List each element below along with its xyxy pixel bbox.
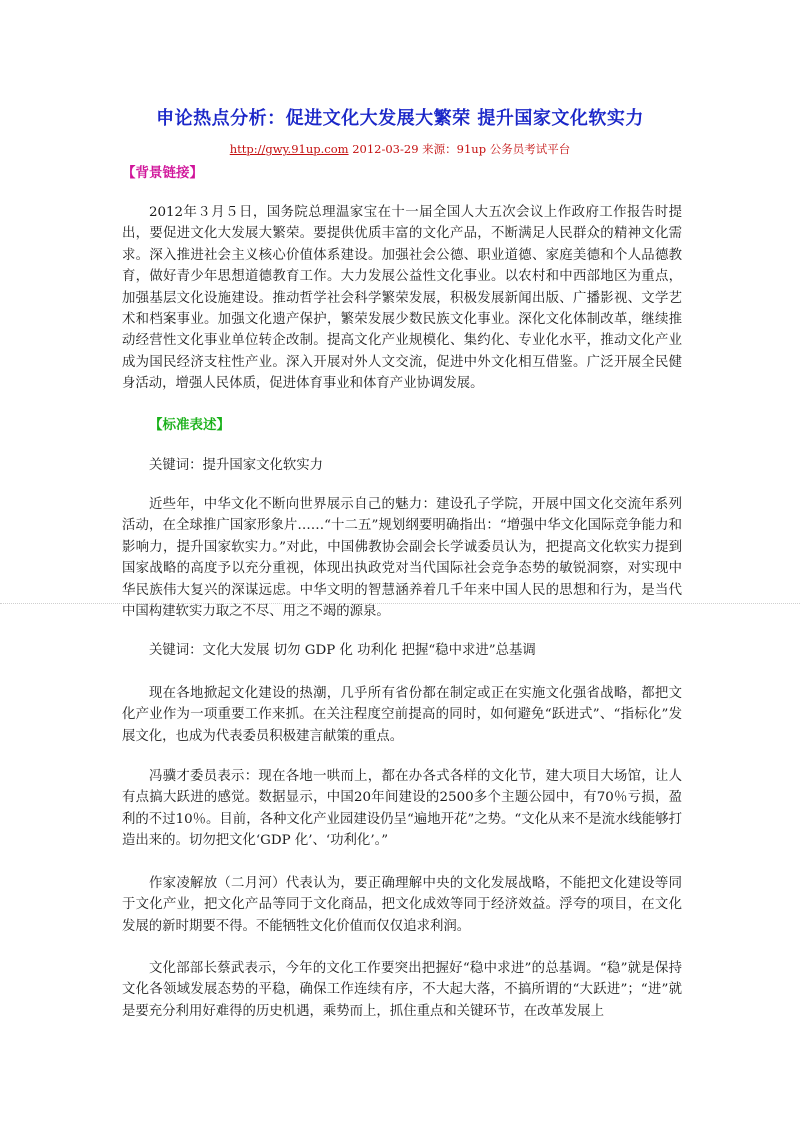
keyword-line-1: 关键词：提升国家文化软实力	[149, 458, 324, 473]
publish-date: 2012-03-29	[352, 142, 419, 156]
page-title: 申论热点分析：促进文化大发展大繁荣 提升国家文化软实力	[156, 108, 644, 129]
source-label: 来源：91up 公务员考试平台	[422, 142, 571, 156]
section-heading-standard: 【标准表述】	[149, 417, 230, 433]
paragraph-feng-jicai: 冯骥才委员表示：现在各地一哄而上，都在办各式各样的文化节，建大项目大场馆，让人有点搞大跃进的感觉。数据显示，中国20年间建设的2500多个主题公园中，有70％亏损，盈利的不过10％。目前，各种文化产业园建设仍呈“遍地开花”之势。“文化从来不是流水线能够打造出来的。切勿把文化‘GDP 化’、‘功利化’。”	[122, 769, 682, 849]
article-meta	[0, 141, 800, 157]
paragraph-eryuehe: 作家凌解放（二月河）代表认为，要正确理解中央的文化发展战略，不能把文化建设等同于文化产业，把文化产品等同于文化商品，把文化成效等同于经济效益。浮夸的项目，在文化发展的新时期要不得。不能牺牲文化价值而仅仅追求利润。	[122, 876, 682, 934]
paragraph-culture-boom: 现在各地掀起文化建设的热潮，几乎所有省份都在制定或正在实施文化强省战略，都把文化产业作为一项重要工作来抓。在关注程度空前提高的同时，如何避免“跃进式”、“指标化”发展文化，也成为代表委员积极建言献策的重点。	[122, 686, 682, 744]
paragraph-background: 2012年３月５日，国务院总理温家宝在十一届全国人大五次会议上作政府工作报告时提出，要促进文化大发展大繁荣。要提供优质丰富的文化产品，不断满足人民群众的精神文化需求。深入推进社会主义核心价值体系建设。加强社会公德、职业道德、家庭美德和个人品德教育，做好青少年思想道德教育工作。大力发展公益性文化事业。以农村和中西部地区为重点，加强基层文化设施建设。推动哲学社会科学繁荣发展，积极发展新闻出版、广播影视、文学艺术和档案事业。加强文化遗产保护，繁荣发展少数民族文化事业。深化文化体制改革，继续推动经营性文化事业单位转企改制。提高文化产业规模化、集约化、专业化水平，推动文化产业成为国民经济支柱性产业。深入开展对外人文交流，促进中外文化相互借鉴。广泛开展全民健身活动，增强人民体质，促进体育事业和体育产业协调发展。	[122, 205, 682, 392]
page-divider	[0, 603, 800, 604]
keyword-line-2: 关键词：文化大发展 切勿 GDP 化 功利化 把握“稳中求进”总基调	[149, 643, 536, 658]
paragraph-soft-power: 近些年，中华文化不断向世界展示自己的魅力：建设孔子学院，开展中国文化交流年系列活动，在全球推广国家形象片……“十二五”规划纲要明确指出：“增强中华文化国际竞争能力和影响力，提升国家软实力。”对此，中国佛教协会副会长学诚委员认为，把提高文化软实力提到国家战略的高度予以充分重视，体现出执政党对当代国际社会竞争态势的敏锐洞察，对实现中华民族伟大复兴的深谋远虑。中华文明的智慧涵养着几千年来中国人民的思想和行为，是当代中国构建软实力取之不尽、用之不竭的源泉。	[122, 497, 682, 620]
section-heading-background: 【背景链接】	[122, 165, 203, 181]
source-link[interactable]: http://gwy.91up.com	[229, 142, 349, 156]
paragraph-cai-wu: 文化部部长蔡武表示，今年的文化工作要突出把握好“稳中求进”的总基调。“稳”就是保持文化各领域发展态势的平稳，确保工作连续有序，不大起大落，不搞所谓的“大跃进”；“进”就是要充分利用好难得的历史机遇，乘势而上，抓住重点和关键环节，在改革发展上	[122, 961, 682, 1019]
